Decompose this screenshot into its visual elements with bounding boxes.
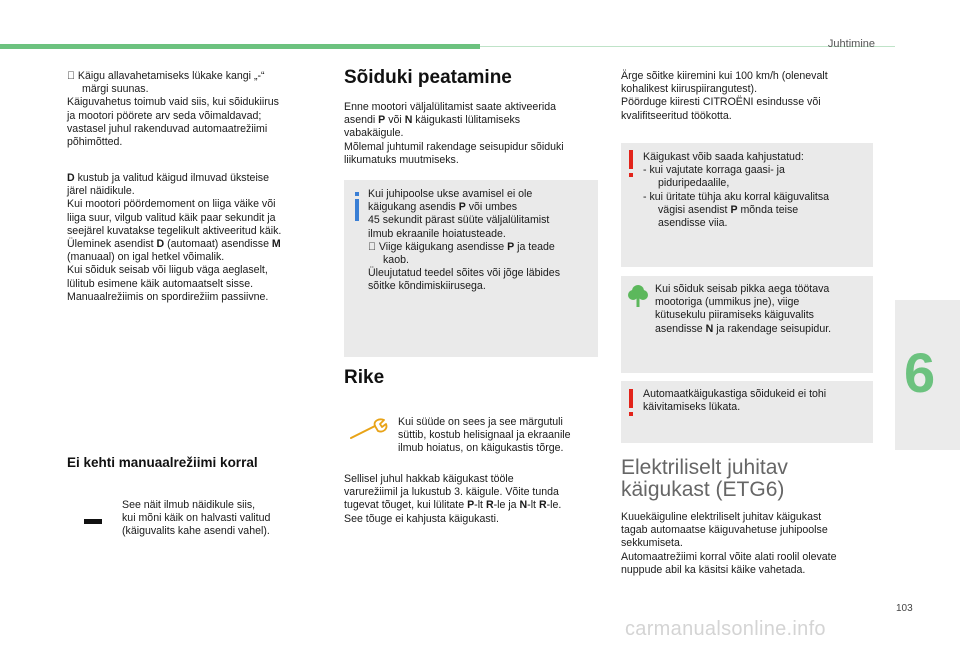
text-line: märgi suunas. — [82, 83, 149, 96]
text-line: käivitamiseks lükata. — [643, 401, 741, 414]
text-line: kaob. — [383, 254, 409, 267]
text-line: ja mootori pöörete arv seda võimaldavad; — [67, 109, 262, 122]
text-line: nuppude abil ka käsitsi käike vahetada. — [621, 563, 806, 576]
heading-line: Elektriliselt juhitav — [621, 456, 788, 479]
text-line: kohalikest kiiruspiirangutest). — [621, 83, 758, 96]
warning-exclamation-icon — [626, 389, 636, 417]
text-line: - kui vajutate korraga gaasi- ja — [643, 164, 785, 177]
text-line: Käiguvahetus toimub vaid siis, kui sõidukiirus — [67, 96, 279, 109]
text-line: asendisse N ja rakendage seisupidur. — [655, 322, 832, 335]
text-line: seejärel kuvatakse tegelikult aktiveeritud käik. — [67, 224, 282, 237]
text-line: käigukang asendis P või umbes — [368, 201, 518, 214]
text-line: ilmub hoiatus, on käigukastis tõrge. — [398, 442, 564, 455]
text-line: Kui mootori pöördemoment on liiga väike või — [67, 198, 276, 211]
col3-paragraph-2 — [621, 511, 881, 577]
wrench-warning-text — [398, 416, 598, 456]
col1-paragraph-1 — [67, 70, 327, 149]
text-line: Mõlemal juhtumil rakendage seisupidur sõiduki — [344, 140, 564, 153]
text-line: See tõuge ei kahjusta käigukasti. — [344, 512, 499, 525]
text-line: vägisi asendist P mõnda teise — [658, 203, 799, 216]
text-line: tagab automaatse käiguvahetuse juhipoolse — [621, 524, 828, 537]
text-line: Sellisel juhul hakkab käigukast tööle — [344, 473, 514, 485]
text-line: Käigukast võib saada kahjustatud: — [643, 151, 804, 163]
dash-indicator-icon — [84, 519, 102, 524]
text-line: Kui süüde on sees ja see märgutuli — [398, 416, 563, 428]
page-number: 103 — [896, 603, 913, 614]
top-accent-bar — [0, 44, 480, 49]
eco-box-text — [655, 283, 871, 336]
text-line: (manuaal) on igal hetkel võimalik. — [67, 251, 225, 264]
text-line: asendi P või N käigukasti lülitamiseks — [344, 114, 521, 127]
col1-paragraph-2 — [67, 172, 327, 304]
text-line: asendisse viia. — [658, 217, 728, 230]
section-heading-stopping: Sõiduki peatamine — [344, 67, 512, 88]
wrench-icon — [349, 418, 389, 440]
text-line: Pöörduge kiiresti CITROËNI esindusse või — [621, 96, 821, 109]
col3-paragraph-1 — [621, 70, 881, 123]
text-line: Viige käigukang asendisse P ja teade — [368, 240, 544, 253]
text-line: kütusekulu piiramiseks käiguvalits — [655, 309, 814, 322]
col2-paragraph-2 — [344, 473, 604, 526]
text-line: Automaatrežiimi korral võite alati roolil olevate — [621, 550, 837, 563]
text-line: tugevat tõuget, kui lülitate P-lt R-le ja N-lt R-le. — [344, 499, 562, 512]
text-line: lülitub esimene käik automaatselt sisse. — [67, 277, 254, 290]
text-line: (käiguvalits kahe asendi vahel). — [122, 525, 270, 538]
warning-box-1-text — [643, 151, 871, 230]
section-heading-fault: Rike — [344, 367, 385, 388]
text-line: järel näidikule. — [67, 185, 135, 198]
chapter-number: 6 — [904, 341, 936, 404]
text-line: See näit ilmub näidikule siis, — [122, 499, 256, 511]
warning-exclamation-icon — [626, 150, 636, 178]
eco-tree-icon — [627, 283, 649, 307]
text-line: Kuuekäiguline elektriliselt juhitav käigukast — [621, 511, 822, 523]
text-line: ilmub ekraanile hoiatusteade. — [368, 227, 506, 240]
warning-box-2-text — [643, 388, 871, 414]
watermark: carmanualsonline.info — [625, 618, 826, 640]
text-line: vastasel juhul rakenduvad automaatrežiimi — [67, 122, 268, 135]
text-line: Automaatkäigukastiga sõidukeid ei tohi — [643, 388, 827, 400]
text-line: varurežiimil ja lukustub 3. käigule. Võite tunda — [344, 486, 559, 499]
text-line: põhimõtted. — [67, 136, 123, 149]
heading-line: käigukast (ETG6) — [621, 478, 785, 501]
text-line: Manuaalrežiimis on spordirežiim passiivne. — [67, 290, 269, 303]
text-line: liiga suur, vilgub valitud käik paar sekundit ja — [67, 211, 276, 224]
chapter-name: Juhtimine — [827, 38, 875, 50]
text-line: - kui üritate tühja aku korral käiguvalitsa — [643, 190, 830, 203]
text-line: Üleujutatud teedel sõites või jõge läbides — [368, 267, 560, 280]
text-line: liikumatuks muutmiseks. — [344, 153, 459, 166]
info-icon — [350, 192, 364, 222]
text-line: sekkumiseta. — [621, 537, 683, 550]
text-line: Ärge sõitke kiiremini kui 100 km/h (olenevalt — [621, 70, 828, 82]
section-heading-etg6 — [621, 457, 788, 501]
dash-indicator-text — [122, 499, 322, 539]
text-line: 45 sekundit pärast süüte väljalülitamist — [368, 214, 550, 227]
col2-paragraph-1 — [344, 101, 604, 167]
text-line: Üleminek asendist D (automaat) asendisse M — [67, 238, 281, 251]
text-line: mootoriga (ummikus jne), viige — [655, 296, 800, 309]
info-box-text — [368, 188, 596, 294]
text-line: süttib, kostub helisignaal ja ekraanile — [398, 429, 571, 442]
text-line: vabakäigule. — [344, 127, 404, 140]
text-line: Kui sõiduk seisab pikka aega töötava — [655, 283, 830, 295]
section-heading-manual: Ei kehti manuaalrežiimi korral — [67, 455, 258, 470]
text-line: kvalifitseeritud töökotta. — [621, 109, 732, 122]
text-line: piduripedaalile, — [658, 177, 730, 190]
text-line: sõitke kõndimiskiirusega. — [368, 280, 486, 293]
text-line: Kui sõiduk seisab või liigub väga aeglaselt, — [67, 264, 268, 277]
text-line: Käigu allavahetamiseks lükake kangi „-“ — [67, 70, 254, 82]
text-line: Kui juhipoolse ukse avamisel ei ole — [368, 188, 533, 200]
text-line: D kustub ja valitud käigud ilmuvad üksteise — [67, 172, 269, 184]
text-line: kui mõni käik on halvasti valitud — [122, 512, 271, 525]
text-line: Enne mootori väljalülitamist saate aktiveerida — [344, 101, 556, 113]
